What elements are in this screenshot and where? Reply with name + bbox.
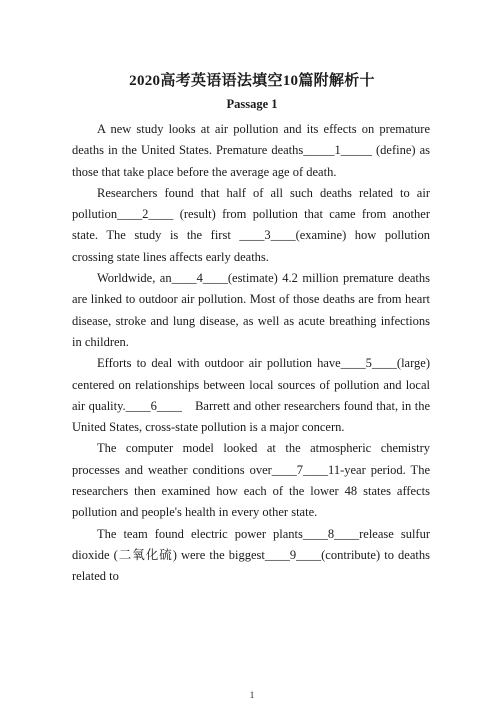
- paragraph: The computer model looked at the atmospheric chemistry processes and weather conditions over____7____11-year period. The researchers then examined how each of the lower 48 states affects pollution and people's health in every other state.: [72, 441, 430, 520]
- document-title: 2020高考英语语法填空10篇附解析十: [129, 73, 375, 89]
- paragraph: The team found electric power plants____8____release sulfur dioxide (二氧化硫) were the biggest____9____(contribute) to deaths related to: [72, 526, 430, 584]
- paragraph: Efforts to deal with outdoor air pollution have____5____(large) centered on relationships between local sources of pollution and local air quality.____6____ Barrett and other researchers found that, in the United States, cross-state pollution is a major concern.: [72, 356, 430, 435]
- passage-body: [72, 119, 430, 588]
- paragraph: Researchers found that half of all such deaths related to air pollution____2____ (result) from pollution that came from another state. The study is the first ____3____(examine) how pollution crossing state lines affects early deaths.: [72, 185, 430, 264]
- paragraph: Worldwide, an____4____(estimate) 4.2 million premature deaths are linked to outdoor air pollution. Most of those deaths are from heart disease, stroke and lung disease, as well as acute breathing infections in children.: [72, 271, 430, 349]
- passage-heading: Passage 1: [226, 97, 278, 111]
- page-number: 1: [249, 690, 255, 700]
- paragraph: A new study looks at air pollution and its effects on premature deaths in the United States. Premature deaths_____1_____ (define) as those that take place before the average age of death.: [72, 122, 430, 179]
